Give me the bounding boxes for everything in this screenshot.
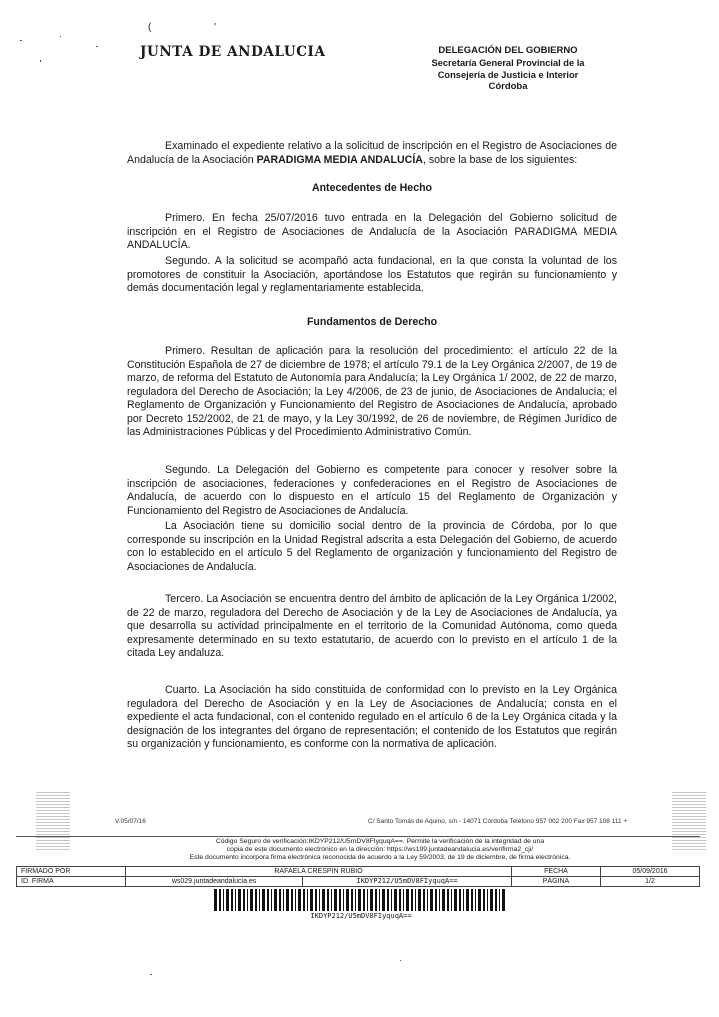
scan-speck <box>60 36 61 37</box>
barcode-bar <box>255 889 257 911</box>
barcode-bar <box>231 889 233 911</box>
barcode-bar <box>475 889 476 911</box>
pagina-label: PÁGINA <box>512 877 601 887</box>
association-name: PARADIGMA MEDIA ANDALUCÍA <box>256 153 423 166</box>
intro-paragraph <box>127 140 617 167</box>
fundamentos-domicilio: La Asociación tiene su domicilio social dentro de la provincia de Córdoba, por lo que corresponde su inscripción en la Unidad Registral adscrita a esta Delegación del Gobierno, de acuerdo con lo establecido en el artículo 5 del Reglamento de organización y funcionamiento del Registro de Asociaciones de Andalucía. <box>127 520 617 573</box>
barcode-bar <box>375 889 377 911</box>
barcode-bar <box>226 889 229 911</box>
barcode-bar <box>454 889 457 911</box>
antecedentes-segundo: Segundo. A la solicitud se acompañó acta fundacional, en la que consta la voluntad de los promotores de constituir la Asociación, aportándose los Estatutos que regirán su funcionamiento y demás documentación legal y reglamentariamente establecida. <box>127 255 617 294</box>
barcode-bar <box>451 889 452 911</box>
barcode-bar <box>310 889 313 911</box>
junta-logo: JUNTA DE ANDALUCIA <box>140 44 326 60</box>
barcode-bar <box>355 889 356 911</box>
barcode-bar <box>463 889 464 911</box>
barcode-bar <box>495 889 497 911</box>
issuer-block <box>424 45 592 93</box>
barcode-bar <box>363 889 365 911</box>
issuer-line-3: Consejería de Justicia e Interior <box>437 70 579 80</box>
barcode-bar <box>307 889 308 911</box>
intro-text-1: Examinado el expediente relativo a la solicitud de inscripción en el Registro de Asociaciones de Andalucía de la Asociación <box>127 140 617 166</box>
verification-block <box>120 838 640 862</box>
barcode-bar <box>394 889 397 911</box>
barcode-bar <box>399 889 401 911</box>
barcode-bar <box>286 889 289 911</box>
antecedentes-primero: Primero. En fecha 25/07/2016 tuvo entrada en la Delegación del Gobierno solicitud de inscripción en el Registro de Asociaciones de Andalucía de la Asociación PARADIGMA MEDIA ANDALUCÍA. <box>127 212 617 251</box>
firmado-value: RAFAELA CRESPIN RUBIO <box>126 867 512 877</box>
barcode-bar <box>403 889 404 911</box>
barcode-bar <box>490 889 493 911</box>
barcode-bar <box>483 889 485 911</box>
verification-line-3: Este documento incorpora firma electrónica reconocida de acuerdo a la Ley 59/2003, de 19 de diciembre, de firma electrónica. <box>189 854 571 861</box>
barcode-bar <box>439 889 440 911</box>
firmado-label: FIRMADO POR <box>17 867 126 877</box>
barcode-bar <box>459 889 461 911</box>
barcode-bar <box>267 889 269 911</box>
footer-divider <box>16 836 700 837</box>
barcode-bar <box>415 889 416 911</box>
barcode-bar <box>247 889 248 911</box>
code-value: IKDYP212/U5mDV8FIyquqA== <box>303 877 512 887</box>
antecedentes-heading: Antecedentes de Hecho <box>311 182 433 194</box>
barcode-bar <box>466 889 469 911</box>
verification-line-1: Código Seguro de verificación:IKDYP212/U5mDV8FIyquqA==. Permite la verificación de la integridad de una <box>215 838 545 845</box>
barcode-bar <box>271 889 272 911</box>
barcode-bar <box>274 889 277 911</box>
barcode-bar <box>322 889 325 911</box>
issuer-line-4: Córdoba <box>488 81 528 92</box>
fecha-value: 05/09/2016 <box>601 867 700 877</box>
barcode-bar <box>259 889 260 911</box>
verification-line-2: copia de este documento electrónico en la dirección: https://ws199.juntadeandalucia.es/verifirma2_cji/ <box>226 846 534 853</box>
barcode-code: IKDYP212/U5mDV8FIyquqA== <box>310 912 412 920</box>
fundamentos-heading: Fundamentos de Derecho <box>306 316 438 328</box>
scan-speck <box>20 40 22 41</box>
fundamentos-primero: Primero. Resultan de aplicación para la resolución del procedimiento: el artículo 22 de la Constitución Española de 27 de diciembre de 1978; el artículo 79.1 de la Ley Orgánica 2/2007, de 19 de marzo, de reforma del Estatuto de Autonomía para Andalucía; la Ley Orgánica 1/ 2002, de 22 de marzo, reguladora del Derecho de Asociación; la Ley 4/2006, de 23 de junio, de Asociaciones de Andalucía; el Reglamento de Organización y Funcionamiento del Registro de Asociaciones de Andalucía, aprobado por Decreto 152/2002, de 21 de mayo, y la Ley 30/1992, de 26 de noviembre, de Régimen Jurídico de las Administraciones Públicas y del Procedimiento Administrativo Común. <box>127 345 617 438</box>
barcode-bar <box>351 889 353 911</box>
barcode-bar <box>387 889 389 911</box>
version-label: V.05/07/16 <box>115 818 146 825</box>
scan-marks: ( ' <box>148 22 247 33</box>
scan-artifact-right <box>672 790 706 850</box>
issuer-line-2: Secretaría General Provincial de la <box>431 58 585 68</box>
barcode-bar <box>235 889 236 911</box>
address-line: C/ Santo Tomás de Aquino, s/n - 14071 Córdoba Teléfono 957 002 200 Fax 957 108 111 + <box>368 818 628 825</box>
barcode-bar <box>370 889 373 911</box>
barcode-bar <box>238 889 241 911</box>
scan-artifact-left <box>36 790 70 850</box>
barcode-bar <box>219 889 221 911</box>
barcode-bar <box>382 889 385 911</box>
intro-text-2: , sobre la base de los siguientes: <box>422 153 578 166</box>
barcode-bar <box>334 889 337 911</box>
barcode-bar <box>418 889 421 911</box>
scan-speck <box>96 46 98 47</box>
id-label: ID. FIRMA <box>17 877 126 887</box>
barcode-bar <box>442 889 445 911</box>
barcode-bar <box>478 889 481 911</box>
fundamentos-cuarto: Cuarto. La Asociación ha sido constituida de conformidad con lo previsto en la Ley Orgánica reguladora del Derecho de Asociación y en la Ley de Asociaciones de Andalucía; consta en el expediente el acta fundacional, con el contenido regulado en el artículo 6 de la Ley Orgánica citada y la designación de los integrantes del órgano de representación; el contenido de los Estatutos que regirán su organización y funcionamiento, es conforme con la normativa de aplicación. <box>127 684 617 750</box>
barcode-bar <box>435 889 437 911</box>
barcode-bar <box>406 889 409 911</box>
barcode-bar <box>327 889 329 911</box>
issuer-line-1: DELEGACIÓN DEL GOBIERNO <box>438 45 578 56</box>
barcode-bar <box>283 889 284 911</box>
barcode-bar <box>223 889 224 911</box>
signature-table <box>16 866 700 887</box>
barcode-bar <box>471 889 473 911</box>
table-row <box>17 877 700 887</box>
barcode-bar <box>430 889 433 911</box>
barcode-bar <box>502 889 505 911</box>
barcode-bar <box>214 889 217 911</box>
barcode-bar <box>250 889 253 911</box>
scan-speck <box>150 974 152 975</box>
barcode-bar <box>343 889 344 911</box>
table-row <box>17 867 700 877</box>
barcode-bar <box>295 889 296 911</box>
barcode-bar <box>319 889 320 911</box>
id-value: ws029.juntadeandalucia.es <box>126 877 303 887</box>
barcode-bar <box>411 889 413 911</box>
barcode-bar <box>262 889 265 911</box>
barcode-bar <box>447 889 449 911</box>
barcode-bar <box>367 889 368 911</box>
barcode-bar <box>339 889 341 911</box>
barcode-bar <box>303 889 305 911</box>
verification-barcode <box>214 889 508 911</box>
barcode-bar <box>391 889 392 911</box>
barcode-bar <box>279 889 281 911</box>
barcode-bar <box>487 889 488 911</box>
scan-speck <box>40 60 41 62</box>
pagina-value: 1/2 <box>601 877 700 887</box>
barcode-bar <box>358 889 361 911</box>
barcode-bar <box>315 889 317 911</box>
barcode-bar <box>427 889 428 911</box>
fecha-label: FECHA <box>512 867 601 877</box>
fundamentos-segundo: Segundo. La Delegación del Gobierno es competente para conocer y resolver sobre la inscripción de asociaciones, federaciones y confederaciones en el Registro de Asociaciones de Andalucía, de acuerdo con lo dispuesto en el artículo 15 del Reglamento de Organización y Funcionamiento del Registro de Asociaciones de Andalucía. <box>127 464 617 517</box>
barcode-bar <box>291 889 293 911</box>
barcode-bar <box>346 889 349 911</box>
barcode-bar <box>499 889 500 911</box>
scan-speck <box>400 960 401 961</box>
barcode-bar <box>423 889 425 911</box>
barcode-bar <box>379 889 380 911</box>
barcode-bar <box>298 889 301 911</box>
barcode-bar <box>331 889 332 911</box>
fundamentos-tercero: Tercero. La Asociación se encuentra dentro del ámbito de aplicación de la Ley Orgánica 1/2002, de 22 de marzo, reguladora del Derecho de Asociación y de la Ley de Asociaciones de Andalucía, ya que desarrolla su actividad principalmente en el territorio de la Comunidad Autónoma, como queda expresamente determinado en su texto estatutario, de acuerdo con lo previsto en el artículo 1 de la citada Ley andaluza. <box>127 593 617 659</box>
barcode-bar <box>243 889 245 911</box>
